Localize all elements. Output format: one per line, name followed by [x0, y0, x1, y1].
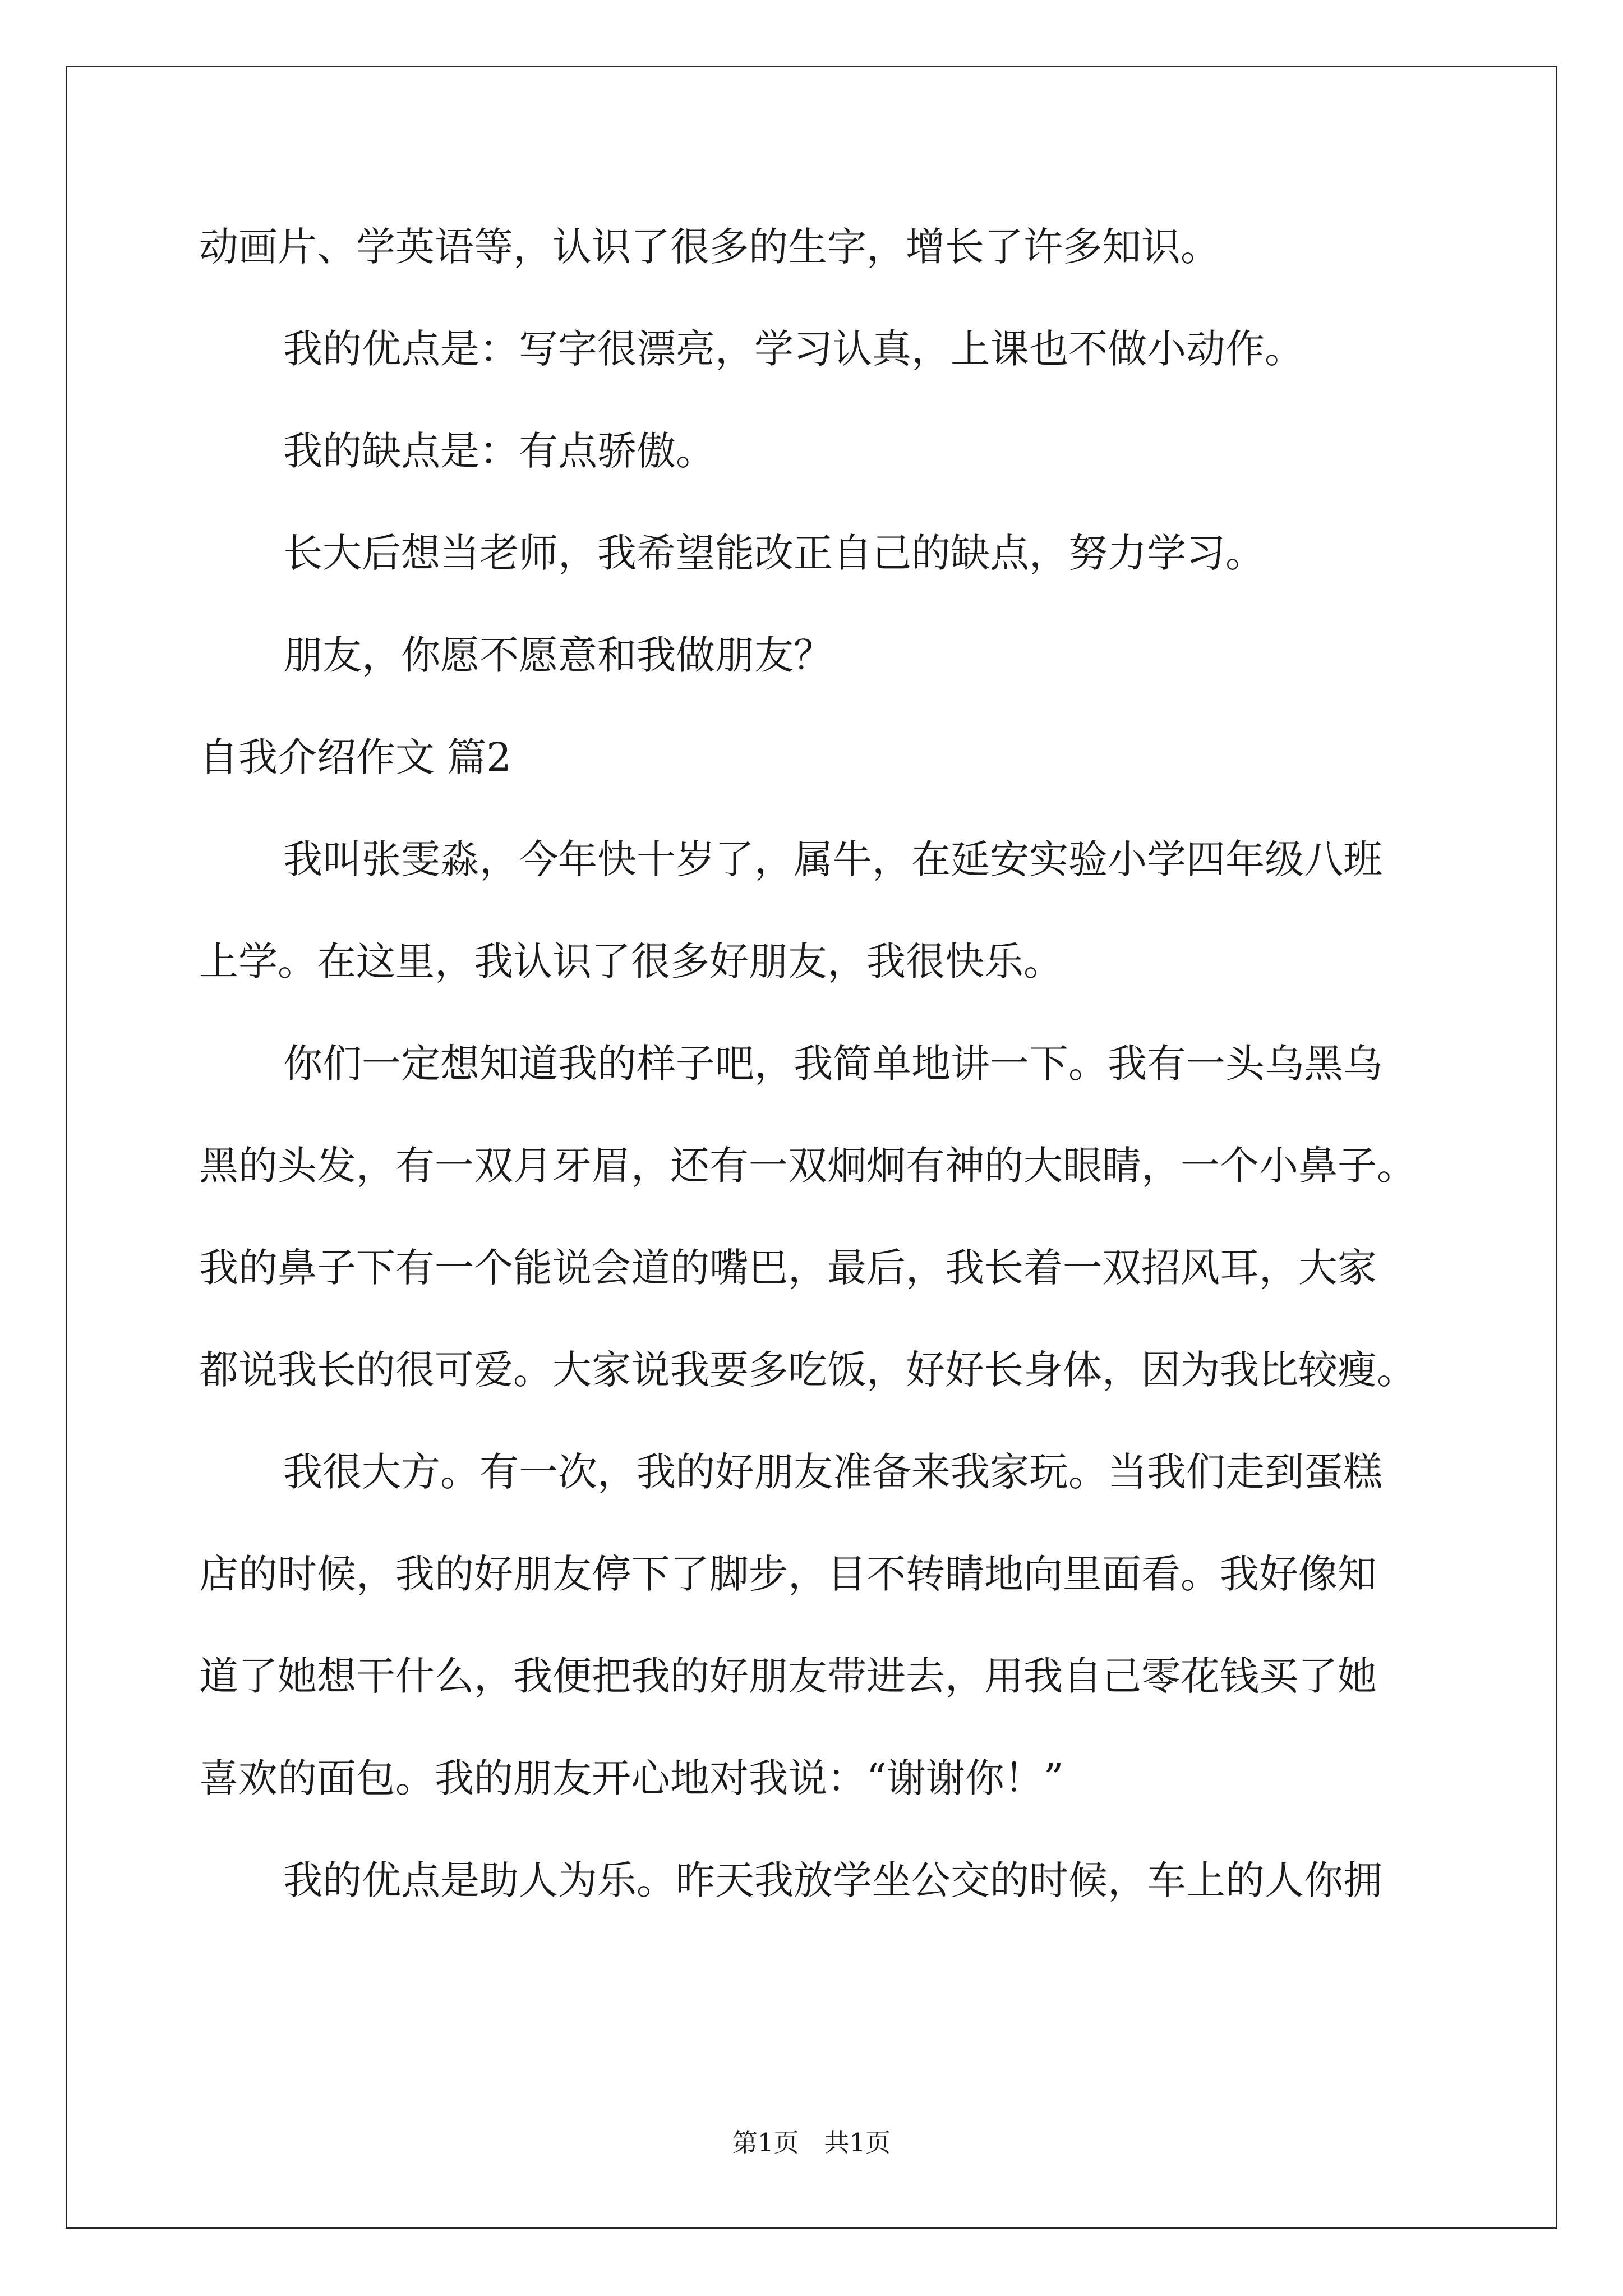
paragraph-line: 我很大方。有一次，我的好朋友准备来我家玩。当我们走到蛋糕 — [283, 1449, 1382, 1495]
paragraph-line: 道了她想干什么，我便把我的好朋友带进去，用我自己零花钱买了她 — [199, 1653, 1377, 1699]
paragraph-line: 我的优点是：写字很漂亮，学习认真，上课也不做小动作。 — [283, 326, 1304, 372]
page-footer: 第1页 共1页 — [732, 2128, 891, 2157]
section-heading: 自我介绍作文 篇2 — [199, 734, 511, 780]
paragraph-line: 我的缺点是：有点骄傲。 — [283, 428, 715, 474]
paragraph-line: 你们一定想知道我的样子吧，我简单地讲一下。我有一头乌黑乌 — [283, 1041, 1382, 1087]
paragraph-line: 黑的头发，有一双月牙眉，还有一双炯炯有神的大眼睛，一个小鼻子。 — [199, 1143, 1416, 1189]
paragraph-line: 店的时候，我的好朋友停下了脚步，目不转睛地向里面看。我好像知 — [199, 1551, 1377, 1597]
paragraph-line: 我的鼻子下有一个能说会道的嘴巴，最后，我长着一双招风耳，大家 — [199, 1245, 1377, 1291]
paragraph-line: 喜欢的面包。我的朋友开心地对我说：“谢谢你！” — [199, 1755, 1064, 1801]
paragraph-line: 长大后想当老师，我希望能改正自己的缺点，努力学习。 — [283, 530, 1265, 576]
paragraph-line: 动画片、学英语等，认识了很多的生字，增长了许多知识。 — [199, 224, 1220, 270]
paragraph-line: 我叫张雯淼，今年快十岁了，属牛，在延安实验小学四年级八班 — [283, 836, 1382, 882]
paragraph-line: 都说我长的很可爱。大家说我要多吃饭，好好长身体，因为我比较瘦。 — [199, 1347, 1416, 1393]
paragraph-line: 我的优点是助人为乐。昨天我放学坐公交的时候，车上的人你拥 — [283, 1857, 1382, 1903]
paragraph-line: 朋友，你愿不愿意和我做朋友？ — [283, 632, 833, 678]
paragraph-line: 上学。在这里，我认识了很多好朋友，我很快乐。 — [199, 938, 1063, 984]
